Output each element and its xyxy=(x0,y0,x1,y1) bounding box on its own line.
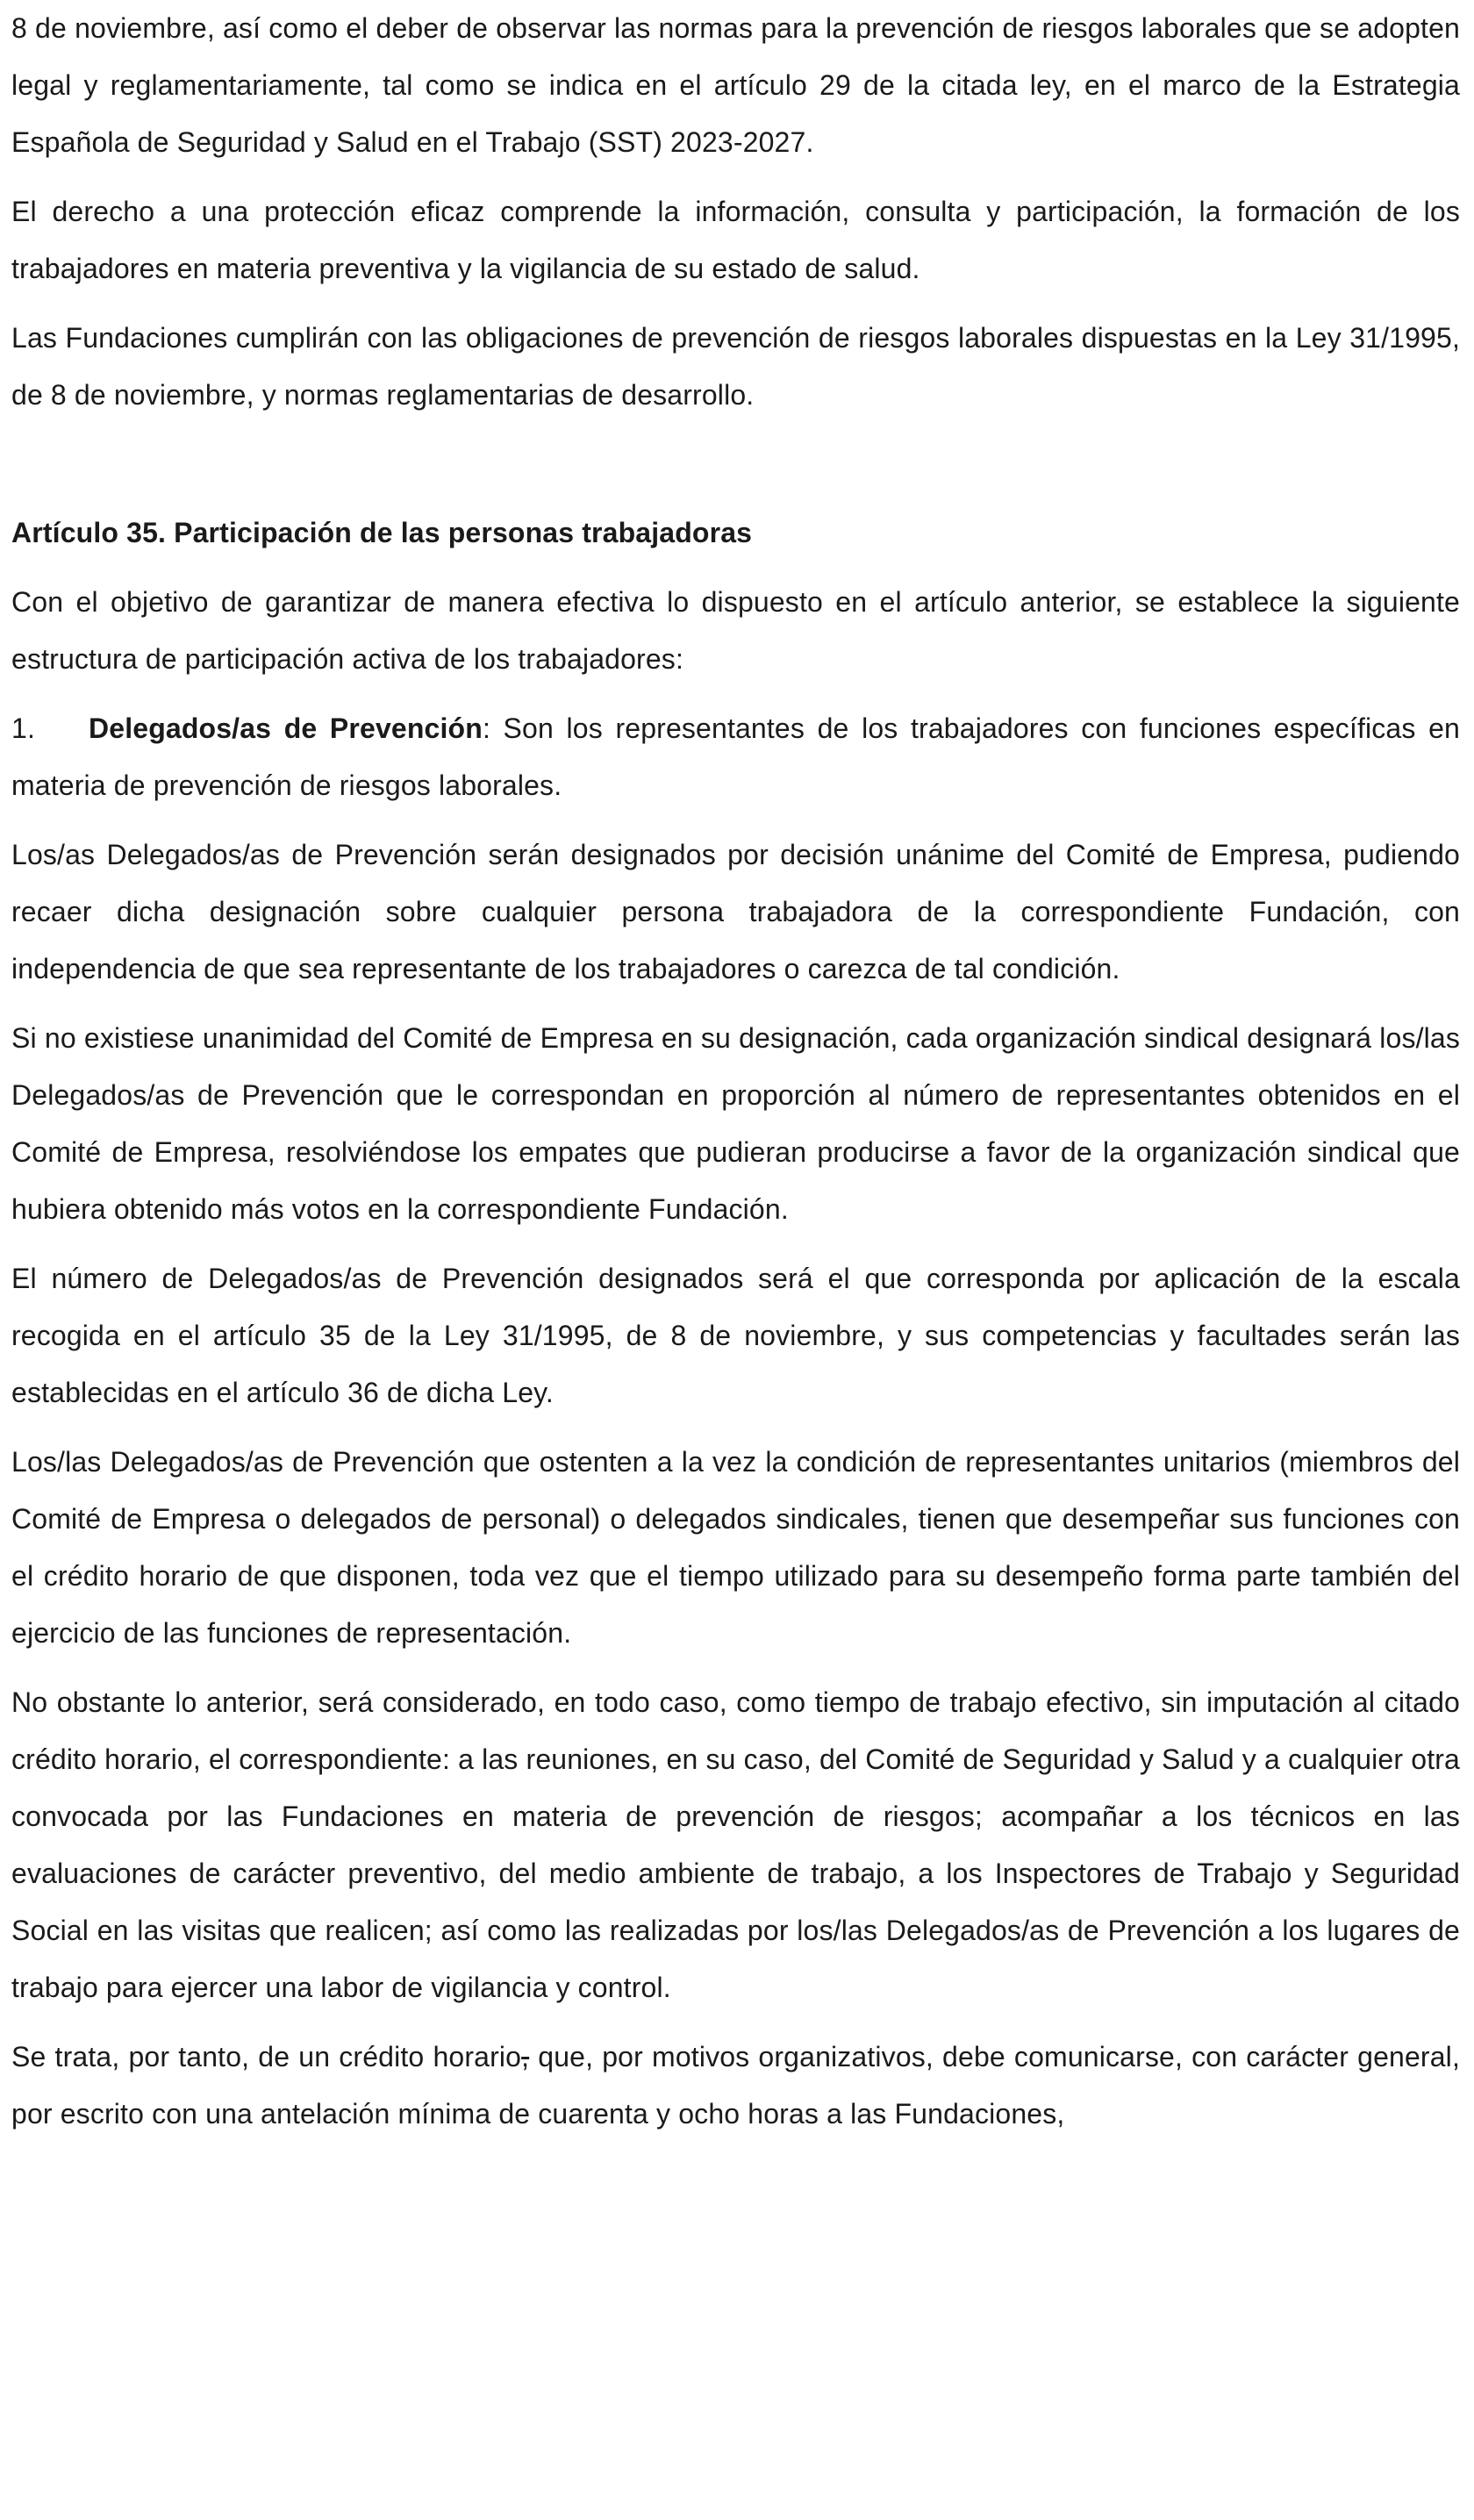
struck-comma: , xyxy=(521,2041,530,2073)
paragraph-article-3: Si no existiese unanimidad del Comité de Empresa en su designación, cada organización sindical designará los/las Delegados/as de Prevención que le correspondan en proporción al número de representantes obtenidos en el Comité de Empresa, resolviéndose los empates que pudieran producirse a favor de la organización sindical que hubiera obtenido más votos en la correspondiente Fundación. xyxy=(11,1022,1460,1225)
article-heading: Artículo 35. Participación de las personas trabajadoras xyxy=(11,517,753,548)
list-item-number: 1. xyxy=(11,712,35,744)
paragraph-article-1: Con el objetivo de garantizar de manera efectiva lo dispuesto en el artículo anterior, se establece la siguiente estructura de participación activa de los trabajadores: xyxy=(11,586,1460,675)
list-item-text: : Son los representantes de los trabajadores con funciones específicas en materia de prevención de riesgos laborales. xyxy=(11,712,1461,801)
paragraph-article-5: Los/las Delegados/as de Prevención que ostenten a la vez la condición de representantes unitarios (miembros del Comité de Empresa o delegados de personal) o delegados sindicales, tienen que desempeñar sus funciones con el crédito horario de que disponen, toda vez que el tiempo utilizado para su desempeño forma parte también del ejercicio de las funciones de representación. xyxy=(11,1446,1460,1649)
paragraph-7-after: que, por motivos organizativos, debe comunicarse, con carácter general, por escrito con una antelación mínima de cuarenta y ocho horas a las Fundaciones, xyxy=(11,2041,1460,2130)
paragraph-article-4: El número de Delegados/as de Prevención designados será el que corresponda por aplicación de la escala recogida en el artículo 35 de la Ley 31/1995, de 8 de noviembre, y sus competencias y facultades serán las establecidas en el artículo 36 de dicha Ley. xyxy=(11,1263,1460,1408)
list-item-term: Delegados/as de Prevención xyxy=(89,712,483,744)
paragraph-article-7 xyxy=(11,2029,1460,2143)
paragraph-7-before: Se trata, por tanto, de un crédito horario xyxy=(11,2041,522,2073)
paragraph-article-2: Los/as Delegados/as de Prevención serán designados por decisión unánime del Comité de Empresa, pudiendo recaer dicha designación sobre cualquier persona trabajadora de la correspondiente Fundación, con independencia de que sea representante de los trabajadores o carezca de tal condición. xyxy=(11,839,1460,984)
list-item-delegados xyxy=(11,700,1460,814)
paragraph-intro-3: Las Fundaciones cumplirán con las obligaciones de prevención de riesgos laborales dispuestas en la Ley 31/1995, de 8 de noviembre, y normas reglamentarias de desarrollo. xyxy=(11,322,1460,411)
paragraph-article-6: No obstante lo anterior, será considerado, en todo caso, como tiempo de trabajo efectivo, sin imputación al citado crédito horario, el correspondiente: a las reuniones, en su caso, del Comité de Seguridad y Salud y a cualquier otra convocada por las Fundaciones en materia de prevención de riesgos; acompañar a los técnicos en las evaluaciones de carácter preventivo, del medio ambiente de trabajo, a los Inspectores de Trabajo y Seguridad Social en las visitas que realicen; así como las realizadas por los/las Delegados/as de Prevención a los lugares de trabajo para ejercer una labor de vigilancia y control. xyxy=(11,1686,1460,2003)
document-page xyxy=(11,0,1460,2143)
paragraph-intro-1: 8 de noviembre, así como el deber de observar las normas para la prevención de riesgos laborales que se adopten legal y reglamentariamente, tal como se indica en el artículo 29 de la citada ley, en el marco de la Estrategia Española de Seguridad y Salud en el Trabajo (SST) 2023-2027. xyxy=(11,12,1460,158)
paragraph-intro-2: El derecho a una protección eficaz comprende la información, consulta y participación, la formación de los trabajadores en materia preventiva y la vigilancia de su estado de salud. xyxy=(11,196,1460,284)
